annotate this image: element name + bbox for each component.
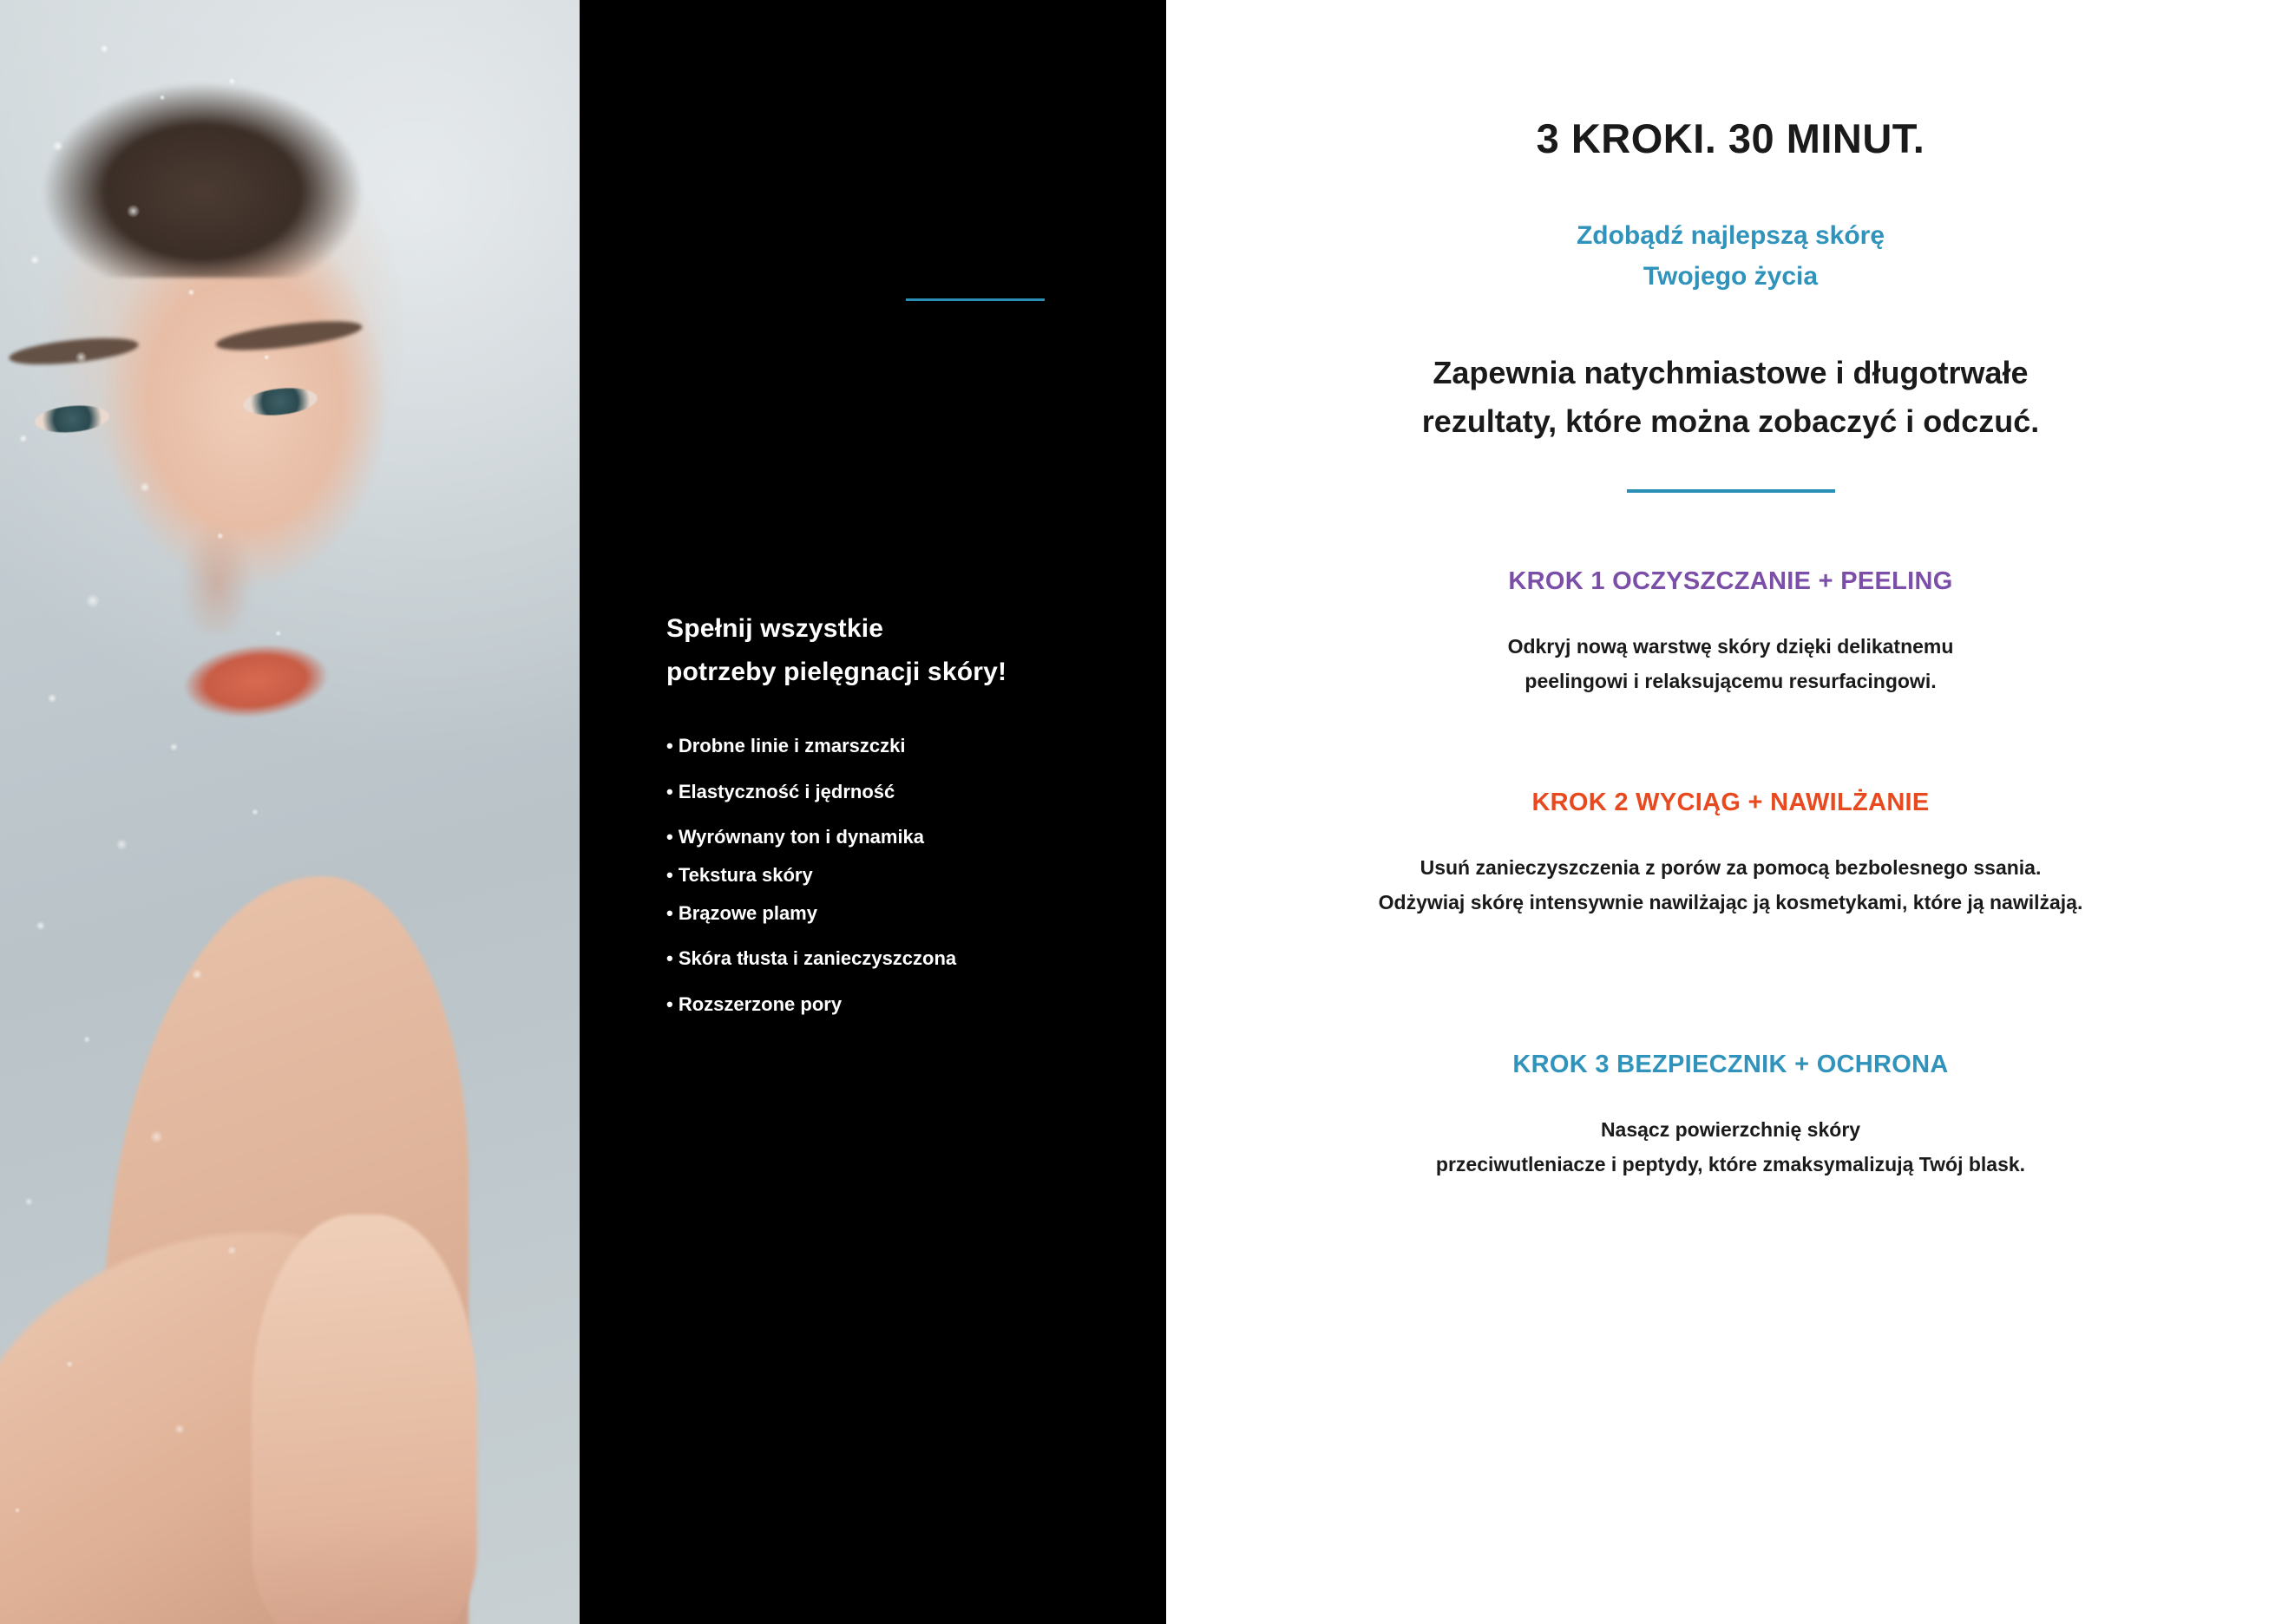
dark-panel — [580, 0, 1166, 1624]
step-1-body-line-1: Odkryj nową warstwę skóry dzięki delikatnemu — [1507, 634, 1954, 658]
spacer-step-2-3 — [1166, 920, 2295, 1051]
skincare-needs-heading-line-1: Spełnij wszystkie — [666, 614, 884, 643]
list-item: • Wyrównany ton i dynamika — [666, 826, 925, 848]
model-photo — [0, 0, 580, 1624]
step-1-body — [1166, 629, 2295, 699]
step-2-body — [1166, 850, 2295, 920]
list-item: • Tekstura skóry — [666, 864, 813, 887]
step-1-body-line-2: peelingowi i relaksującemu resurfacingowi. — [1525, 669, 1937, 692]
skincare-needs-heading-line-2: potrzeby pielęgnacji skóry! — [666, 657, 1007, 686]
list-item: • Elastyczność i jędrność — [666, 780, 895, 802]
skincare-needs-list — [666, 733, 1135, 1018]
subtitle-line-2: Twojego życia — [1643, 261, 1819, 291]
dark-panel-divider — [906, 298, 1045, 301]
step-2-body-line-2: Odżywiaj skórę intensywnie nawilżając ją kosmetykami, które ją nawilżają. — [1378, 891, 2083, 914]
water-droplets-overlay — [0, 0, 580, 1624]
list-item: • Skóra tłusta i zanieczyszczona — [666, 947, 957, 970]
list-item: • Drobne linie i zmarszczki — [666, 735, 906, 756]
step-1-title: KROK 1 OCZYSZCZANIE + PEELING — [1508, 566, 1953, 595]
section-divider — [1627, 489, 1835, 493]
step-2 — [1166, 789, 2295, 920]
dark-panel-content — [666, 607, 1135, 1038]
lede-line-1: Zapewnia natychmiastowe i długotrwałe — [1433, 355, 2029, 390]
spacer-step-1-2 — [1166, 698, 2295, 789]
step-3-body-line-2: przeciwutleniacze i peptydy, które zmaksymalizują Twój blask. — [1435, 1152, 2026, 1175]
list-item: • Brązowe plamy — [666, 901, 817, 924]
subtitle — [1166, 216, 2295, 297]
step-3-body — [1166, 1112, 2295, 1182]
step-3 — [1166, 1051, 2295, 1182]
subtitle-line-1: Zdobądź najlepszą skórę — [1576, 221, 1885, 250]
step-3-body-line-1: Nasącz powierzchnię skóry — [1600, 1117, 1861, 1141]
step-2-title: KROK 2 WYCIĄG + NAWILŻANIE — [1531, 789, 1930, 817]
lede-text — [1166, 349, 2295, 446]
step-1 — [1166, 567, 2295, 699]
page-title: 3 KROKI. 30 MINUT. — [1536, 115, 1925, 161]
step-3-title: KROK 3 BEZPIECZNIK + OCHRONA — [1512, 1050, 1949, 1078]
lede-line-2: rezultaty, które można zobaczyć i odczuć. — [1421, 403, 2040, 439]
step-2-body-line-1: Usuń zanieczyszczenia z porów za pomocą bezbolesnego ssania. — [1420, 856, 2042, 880]
content-panel — [1166, 0, 2295, 1624]
list-item: • Rozszerzone pory — [666, 993, 843, 1016]
skincare-needs-heading — [666, 607, 1135, 693]
